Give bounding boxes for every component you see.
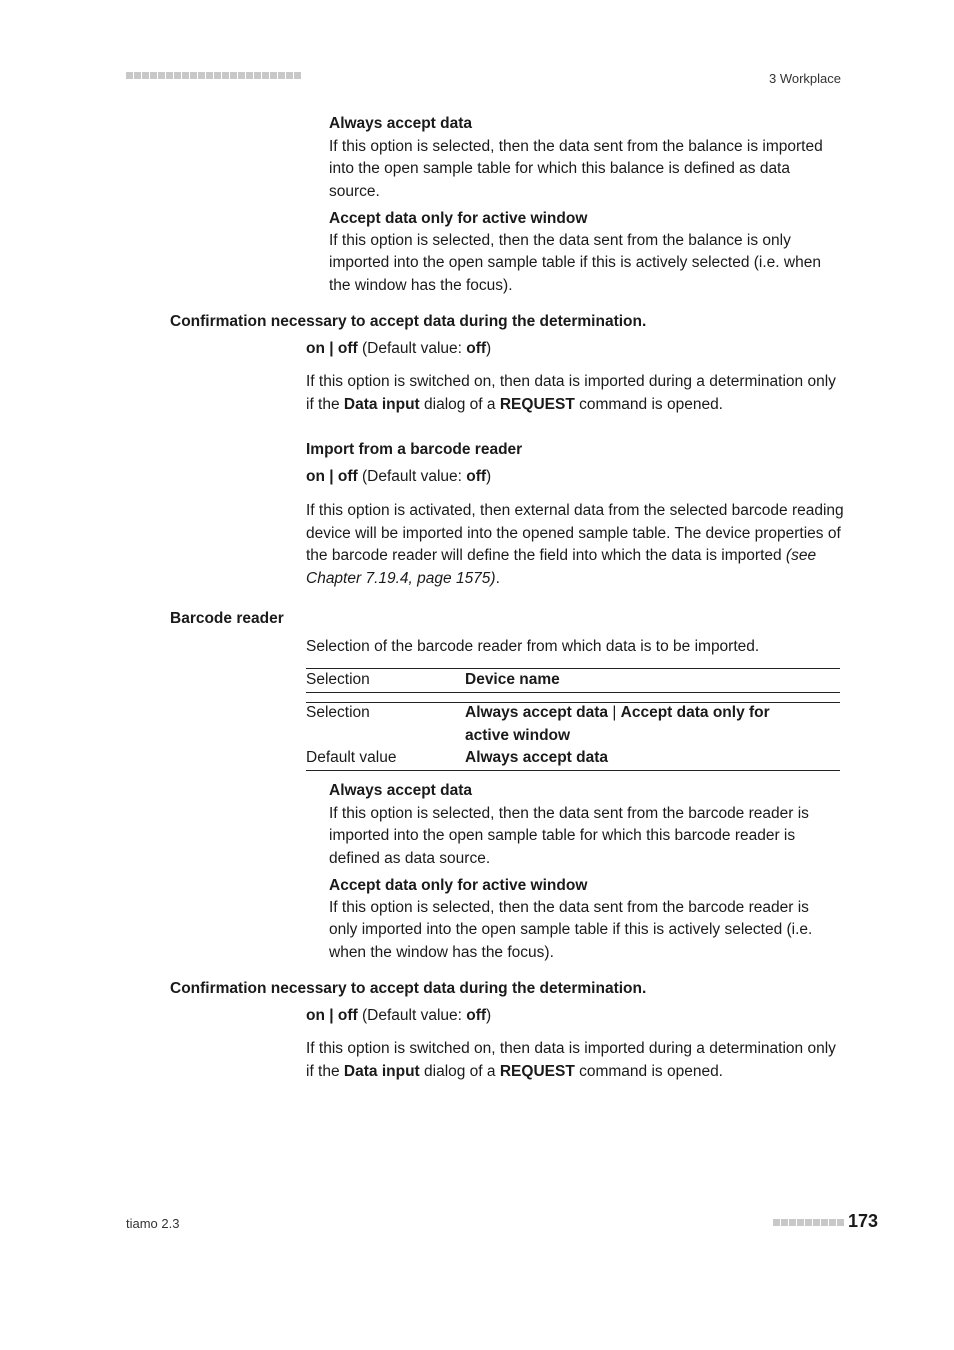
option-text: If this option is selected, then the data sent from the barcode reader is imported into the open sample table for which this barcode reader is defined as data source. <box>329 805 809 867</box>
parameter-heading: Import from a barcode reader <box>306 441 523 458</box>
table-label: Selection <box>306 704 370 721</box>
parameter-heading: Barcode reader <box>170 610 284 627</box>
option-title: Accept data only for active window <box>329 877 588 894</box>
option-text: If this option is selected, then the data sent from the balance is imported into the open sample table for which this balance is defined as data source. <box>329 138 823 200</box>
page-number: 173 <box>847 1211 878 1231</box>
header-decoration <box>126 72 306 81</box>
option-title: Accept data only for active window <box>329 210 588 227</box>
table-value: Device name <box>465 671 560 688</box>
parameter-values: on | off (Default value: off) <box>306 1007 492 1024</box>
parameter-heading: Confirmation necessary to accept data during the determination. <box>170 313 647 330</box>
header-section: 3 Workplace <box>768 71 841 86</box>
table-label: Default value <box>306 749 397 766</box>
parameter-heading: Confirmation necessary to accept data during the determination. <box>170 980 647 997</box>
footer-product: tiamo 2.3 <box>126 1216 180 1231</box>
table-label: Selection <box>306 671 370 688</box>
cross-reference-link: (see Chapter 7.19.4, page 1575) <box>306 547 817 587</box>
parameter-description: If this option is activated, then external data from the selected barcode reading device will be imported into the opened sample table. The device properties of the barcode reader will define the field into which the data is imported (see Chapter 7.19.4, page 1575). <box>306 502 844 587</box>
parameter-description: If this option is switched on, then data is imported during a determination only if the Data input dialog of a REQUEST command is opened. <box>306 373 836 413</box>
parameter-description: If this option is switched on, then data is imported during a determination only if the Data input dialog of a REQUEST command is opened. <box>306 1040 836 1080</box>
table-value: Always accept data <box>465 749 609 766</box>
table-value: Always accept data | Accept data only for active window <box>465 704 770 744</box>
parameter-description: Selection of the barcode reader from which data is to be imported. <box>306 638 760 655</box>
option-title: Always accept data <box>329 782 473 799</box>
footer-decoration <box>773 1219 844 1226</box>
option-title: Always accept data <box>329 115 473 132</box>
option-text: If this option is selected, then the data sent from the balance is only imported into the open sample table if this is actively selected (i.e. when the window has the focus). <box>329 232 821 294</box>
parameter-values: on | off (Default value: off) <box>306 340 492 357</box>
parameter-values: on | off (Default value: off) <box>306 468 492 485</box>
option-text: If this option is selected, then the data sent from the barcode reader is only imported into the open sample table if this is actively selected (i.e. when the window has the focus). <box>329 899 813 961</box>
